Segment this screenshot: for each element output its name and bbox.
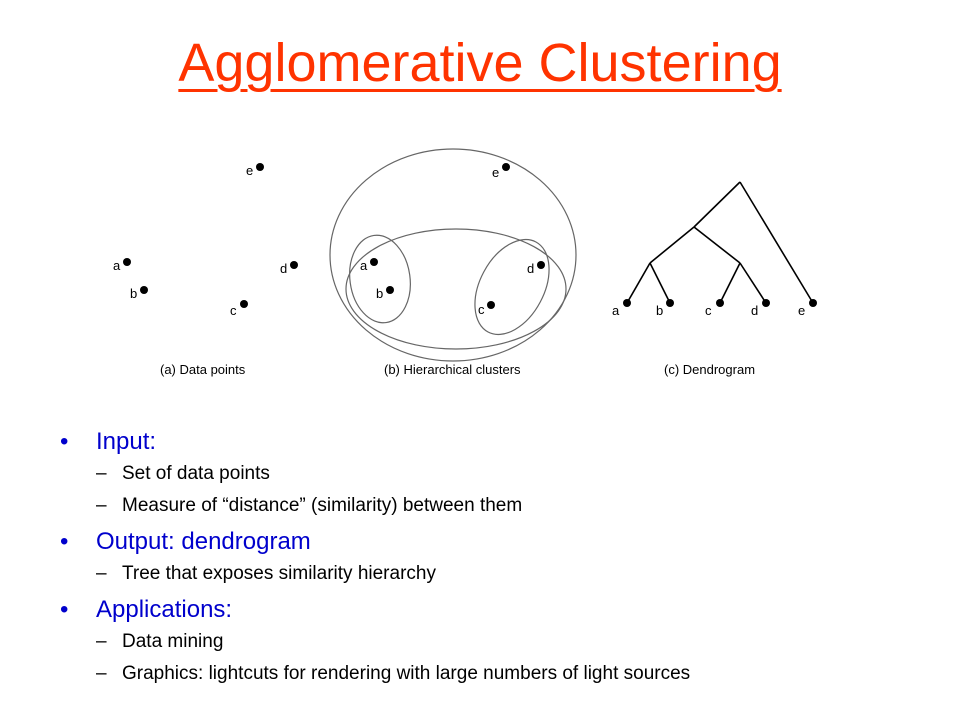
sub-bullet: [76, 462, 690, 486]
leaf-b: [666, 299, 674, 307]
dash-marker: –: [96, 563, 107, 584]
panel-hierarchical-clusters: [330, 149, 576, 361]
dash-marker: –: [96, 495, 107, 516]
leaf-label-c: c: [705, 303, 712, 318]
sub-bullet: [76, 630, 690, 654]
dash-marker: –: [96, 631, 107, 652]
panel-data-points: [113, 163, 298, 377]
caption-dendrogram: (c) Dendrogram: [664, 362, 756, 377]
leaf-label-e: e: [798, 303, 806, 318]
point-c: [240, 300, 248, 308]
dendrogram-edge: [694, 227, 740, 263]
cluster-point-c: [487, 301, 495, 309]
leaf-label-d: d: [751, 303, 759, 318]
bullet-list: [60, 428, 710, 696]
sub-list: [96, 462, 710, 518]
caption-hierarchical-clusters: (b) Hierarchical clusters: [384, 362, 521, 377]
leaf-label-b: b: [656, 303, 664, 318]
sub-bullet-text: Set of data points: [122, 463, 270, 484]
point-e: [256, 163, 264, 171]
bullet-marker: •: [60, 428, 69, 455]
sub-list: [96, 630, 710, 686]
dash-marker: –: [96, 463, 107, 484]
clustering-figure: [0, 140, 960, 390]
point-label-b: b: [130, 286, 138, 301]
leaf-d: [762, 299, 770, 307]
bullet-text: Output: dendrogram: [96, 528, 311, 555]
dendrogram-edge: [650, 227, 694, 263]
bullet-input: [60, 428, 710, 518]
dendrogram-edge: [740, 182, 813, 303]
cluster-outer: [330, 149, 576, 361]
sub-bullet: [76, 562, 690, 586]
cluster-point-b: [386, 286, 394, 294]
cluster-label-b: b: [376, 286, 384, 301]
leaf-label-a: a: [612, 303, 620, 318]
cluster-point-a: [370, 258, 378, 266]
bullet-applications: [60, 596, 710, 686]
bullet-marker: •: [60, 528, 69, 555]
cluster-label-c: c: [478, 302, 485, 317]
point-label-e: e: [246, 163, 254, 178]
point-b: [140, 286, 148, 294]
sub-bullet: [76, 494, 690, 518]
caption-data-points: (a) Data points: [160, 362, 246, 377]
dendrogram-edge: [720, 263, 740, 303]
cluster-label-a: a: [360, 258, 368, 273]
point-label-c: c: [230, 303, 237, 318]
cluster-point-e: [502, 163, 510, 171]
dendrogram-edge: [627, 263, 650, 303]
point-d: [290, 261, 298, 269]
sub-bullet-text: Measure of “distance” (similarity) between them: [122, 495, 523, 516]
dendrogram-edge: [740, 263, 766, 303]
panel-dendrogram: [627, 182, 813, 303]
sub-bullet-text: Data mining: [122, 631, 224, 652]
sub-bullet: [76, 662, 690, 686]
dendrogram-edge: [694, 182, 740, 227]
bullet-text: Applications:: [96, 596, 233, 623]
leaf-a: [623, 299, 631, 307]
sub-bullet-text: Tree that exposes similarity hierarchy: [122, 563, 436, 584]
cluster-label-d: d: [527, 261, 535, 276]
dash-marker: –: [96, 663, 107, 684]
point-a: [123, 258, 131, 266]
cluster-label-e: e: [492, 165, 500, 180]
cluster-cd: [460, 227, 564, 347]
cluster-point-d: [537, 261, 545, 269]
point-label-a: a: [113, 258, 121, 273]
sub-list: [96, 562, 710, 586]
point-label-d: d: [280, 261, 288, 276]
dendrogram-edge: [650, 263, 670, 303]
bullet-text: Input:: [96, 428, 157, 455]
sub-bullet-text: Graphics: lightcuts for rendering with large numbers of light sources: [122, 663, 691, 684]
leaf-e: [809, 299, 817, 307]
leaf-c: [716, 299, 724, 307]
bullet-output: [60, 528, 710, 586]
slide-title: Agglomerative Clustering: [178, 33, 782, 93]
bullet-marker: •: [60, 596, 69, 623]
